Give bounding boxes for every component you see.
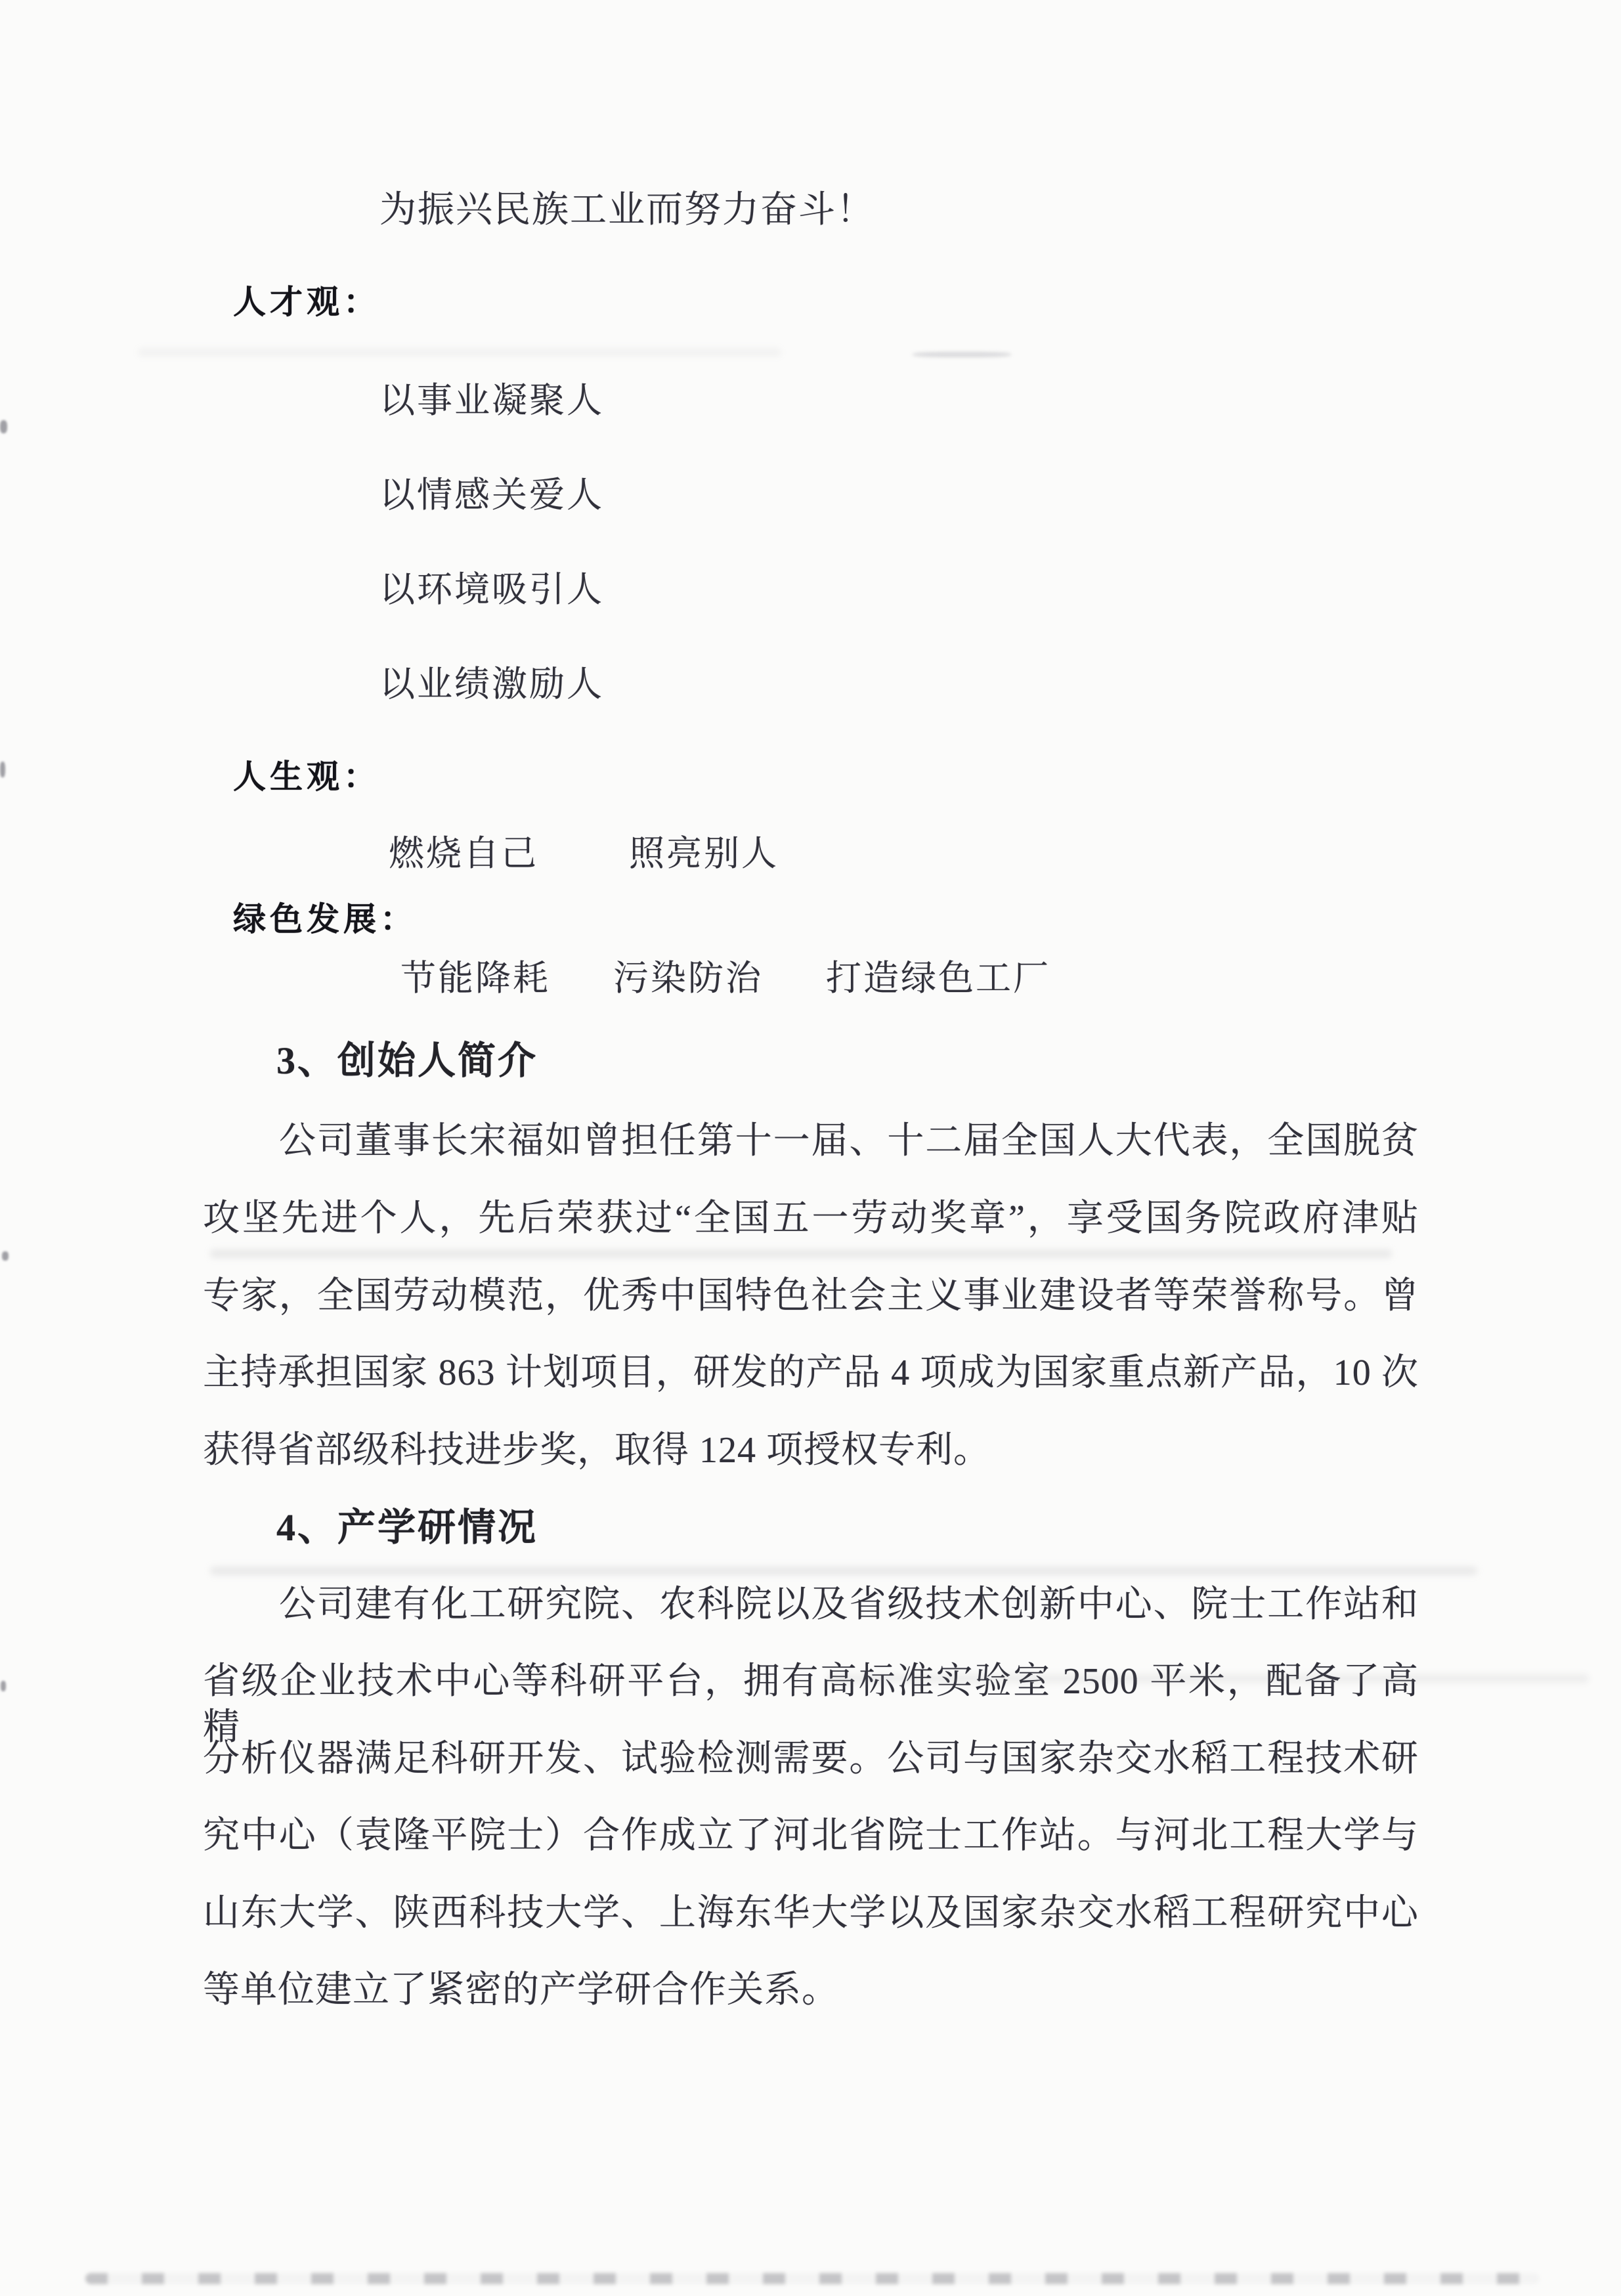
paragraph-line: 主持承担国家 863 计划项目，研发的产品 4 项成为国家重点新产品，10 次 <box>203 1353 1419 1393</box>
paragraph-line: 公司建有化工研究院、农科院以及省级技术创新中心、院士工作站和 <box>279 1584 1419 1625</box>
life-value-part: 燃烧自己 <box>389 834 538 873</box>
life-value-line <box>389 831 779 877</box>
scanner-edge-artifact <box>85 2273 1540 2284</box>
section-heading-research: 4、产学研情况 <box>276 1506 538 1549</box>
green-value-part: 节能降耗 <box>400 959 550 998</box>
heading-talent-view: 人才观： <box>233 284 380 320</box>
talent-value-line: 以业绩激励人 <box>379 664 604 704</box>
paragraph-line: 获得省部级科技进步奖，取得 124 项授权专利。 <box>203 1430 991 1471</box>
scan-speck-artifact <box>1 1681 6 1691</box>
paragraph-line: 究中心（袁隆平院士）合作成立了河北省院士工作站。与河北工程大学与 <box>203 1815 1419 1856</box>
life-value-part: 照亮别人 <box>629 834 779 873</box>
heading-life-view: 人生观： <box>233 758 380 795</box>
green-value-part: 污染防治 <box>613 959 763 998</box>
scan-bleed-artifact <box>827 1674 1589 1683</box>
green-value-part: 打造绿色工厂 <box>826 959 1050 998</box>
section-heading-founder: 3、创始人简介 <box>276 1039 538 1082</box>
talent-value-line: 以情感关爱人 <box>379 475 604 515</box>
talent-value-line: 以事业凝聚人 <box>379 381 604 420</box>
paragraph-line: 分析仪器满足科研开发、试验检测需要。公司与国家杂交水稻工程技术研 <box>203 1739 1419 1779</box>
talent-value-line: 以环境吸引人 <box>379 570 604 609</box>
paragraph-line: 山东大学、陕西科技大学、上海东华大学以及国家杂交水稻工程研究中心 <box>203 1893 1419 1934</box>
scan-speck-artifact <box>2 1251 9 1261</box>
scan-bleed-artifact <box>138 348 781 357</box>
paragraph-line: 专家，全国劳动模范，优秀中国特色社会主义事业建设者等荣誉称号。曾 <box>203 1276 1419 1316</box>
scan-smudge-artifact <box>913 352 1011 357</box>
paragraph-line: 省级企业技术中心等科研平台，拥有高标准实验室 2500 平米，配备了高精 <box>203 1661 1419 1748</box>
scan-speck-artifact <box>0 420 7 433</box>
scan-speck-artifact <box>0 762 5 777</box>
paragraph-line: 攻坚先进个人，先后荣获过“全国五一劳动奖章”，享受国务院政府津贴 <box>203 1198 1419 1239</box>
motto-line: 为振兴民族工业而努力奋斗！ <box>379 190 875 230</box>
green-value-line <box>400 955 1050 1001</box>
scan-bleed-artifact <box>210 1567 1477 1575</box>
paragraph-line: 等单位建立了紧密的产学研合作关系。 <box>203 1970 839 2010</box>
heading-green-development: 绿色发展： <box>233 901 417 938</box>
paragraph-line: 公司董事长宋福如曾担任第十一届、十二届全国人大代表，全国脱贫 <box>279 1121 1419 1161</box>
scan-bleed-artifact <box>210 1249 1392 1258</box>
